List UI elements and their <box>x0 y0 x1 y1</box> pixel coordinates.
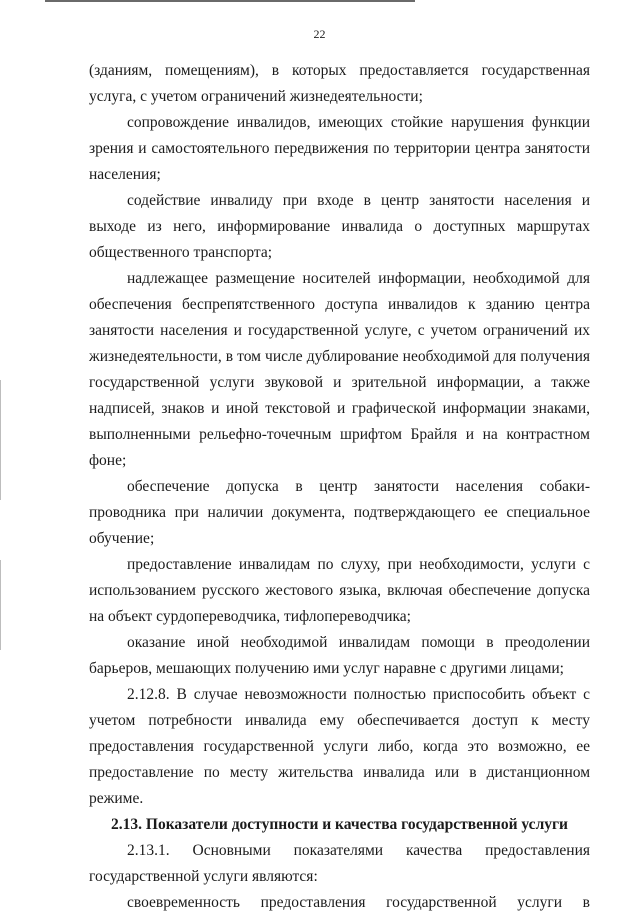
paragraph: надлежащее размещение носителей информации, необходимой для обеспечения беспрепятственного доступа инвалидов к зданию центра занятости населения и государственной услуге, с учетом ограничений их жизнедеятельности, в том числе дублирование необходимой для получения государственной услуги звуковой и зрительной информации, а также надписей, знаков и иной текстовой и графической информации знаками, выполненными рельефно-точечным шрифтом Брайля и на контрастном фоне; <box>89 270 590 469</box>
paragraph: сопровождение инвалидов, имеющих стойкие нарушения функции зрения и самостоятельного передвижения по территории центра занятости населения; <box>89 114 590 183</box>
paragraph: (зданиям, помещениям), в которых предоставляется государственная услуга, с учетом ограничений жизнедеятельности; <box>89 62 590 105</box>
body-text <box>89 58 590 916</box>
paragraph: 2.13.1. Основными показателями качества предоставления государственной услуги являются: <box>89 842 590 885</box>
paragraph: 2.12.8. В случае невозможности полностью приспособить объект с учетом потребности инвалида ему обеспечивается доступ к месту предоставления государственной услуги либо, когда это возможно, ее предоставление по месту жительства инвалида или в дистанционном режиме. <box>89 686 590 807</box>
paragraph: предоставление инвалидам по слуху, при необходимости, услуги с использованием русского жестового языка, включая обеспечение допуска на объект сурдопереводчика, тифлопереводчика; <box>89 556 590 625</box>
left-margin-mark <box>0 560 1 650</box>
paragraph: своевременность предоставления государственной услуги в <box>127 894 590 911</box>
left-margin-mark <box>0 380 1 500</box>
paragraph: оказание иной необходимой инвалидам помощи в преодолении барьеров, мешающих получению ими услуг наравне с другими лицами; <box>89 634 590 677</box>
section-heading: 2.13. Показатели доступности и качества государственной услуги <box>111 816 568 833</box>
paragraph: содействие инвалиду при входе в центр занятости населения и выходе из него, информирование инвалида о доступных маршрутах общественного транспорта; <box>89 192 590 261</box>
paragraph: обеспечение допуска в центр занятости населения собаки-проводника при наличии документа, подтверждающего ее специальное обучение; <box>89 478 590 547</box>
top-edge-rule <box>45 0 415 2</box>
page-number: 22 <box>313 27 326 41</box>
